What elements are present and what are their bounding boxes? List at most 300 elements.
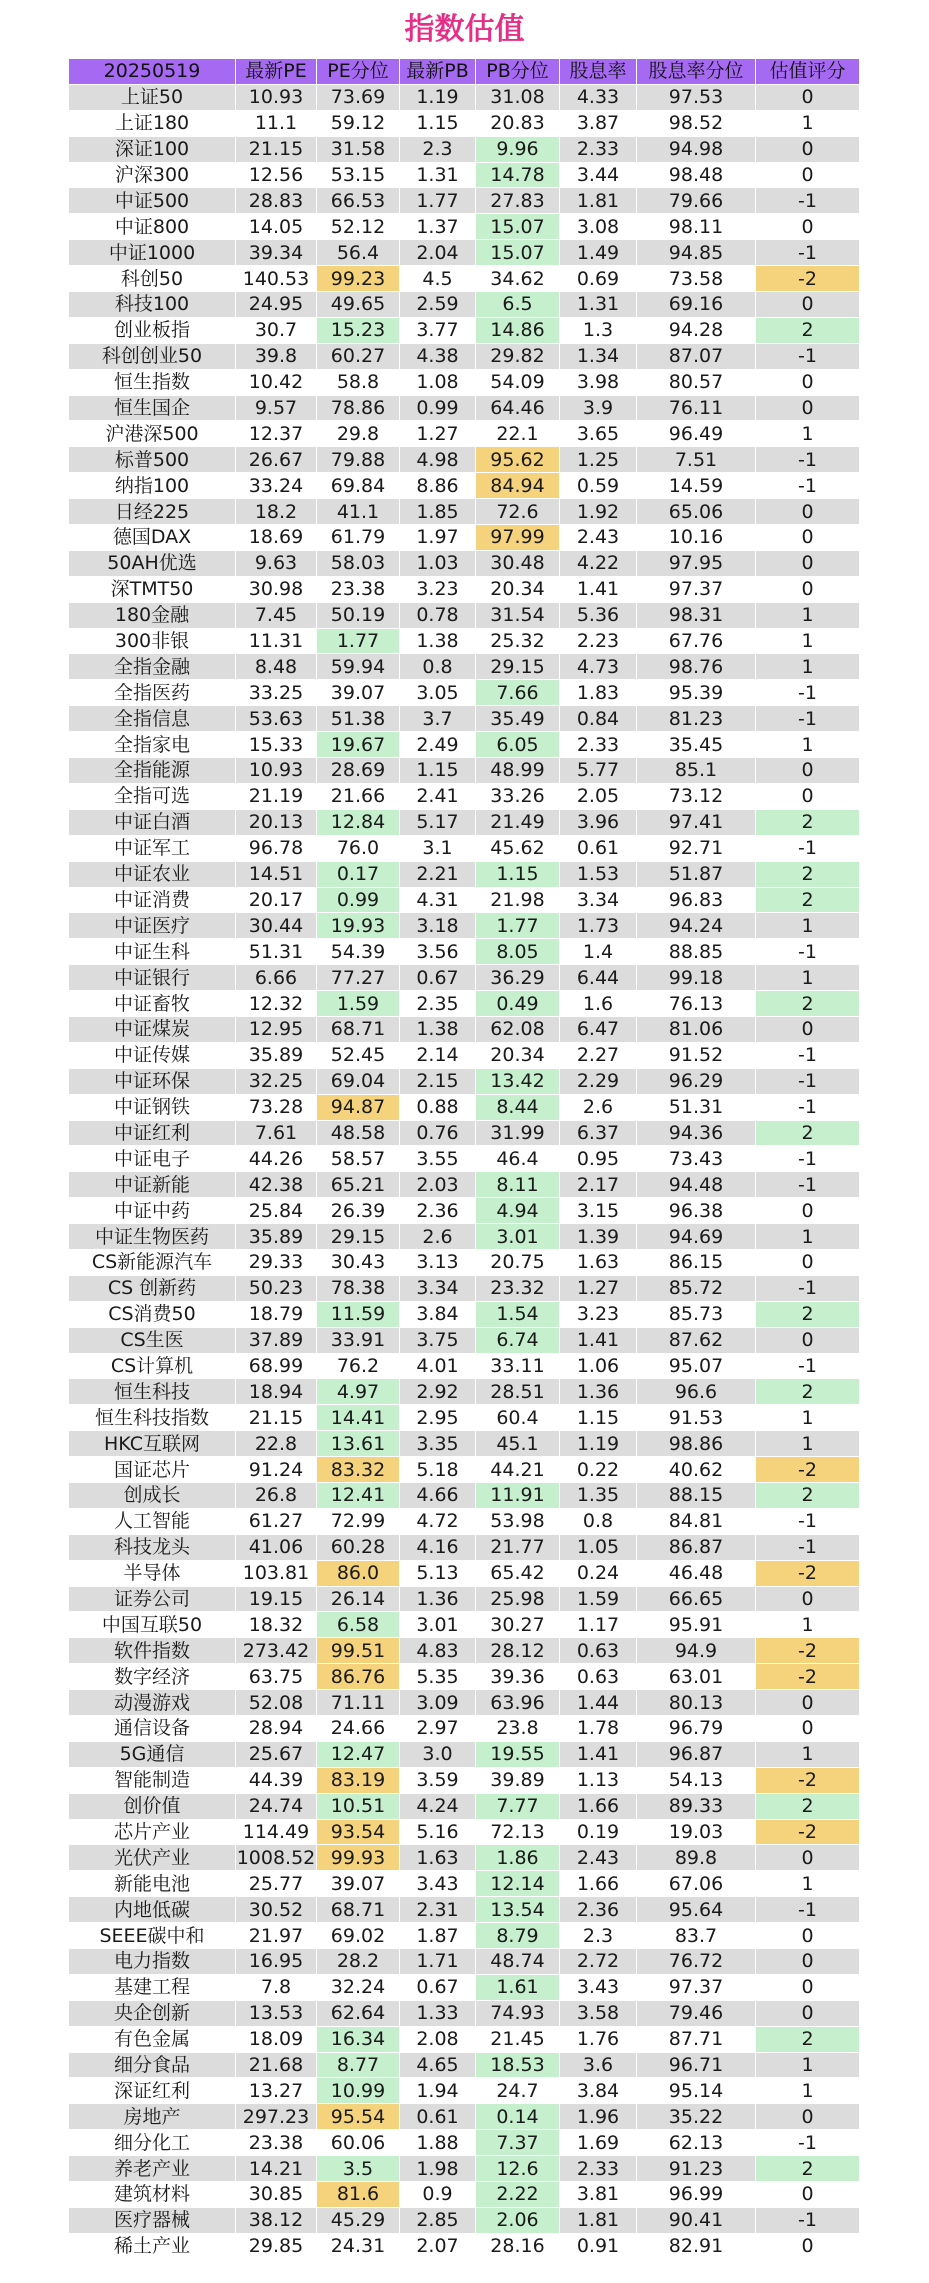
cell-name: 中证环保 (69, 1068, 236, 1094)
cell-dy-pct: 94.69 (637, 1224, 756, 1250)
cell-dy: 5.77 (560, 758, 637, 784)
cell-pb-pct: 6.74 (476, 1327, 560, 1353)
cell-pb-pct: 35.49 (476, 706, 560, 732)
cell-pe: 15.33 (236, 732, 317, 758)
cell-dy-pct: 7.51 (637, 447, 756, 473)
cell-pb-pct: 27.83 (476, 188, 560, 214)
cell-dy-pct: 80.13 (637, 1690, 756, 1716)
cell-dy: 2.43 (560, 525, 637, 551)
cell-score: -2 (756, 1638, 860, 1664)
cell-pe: 30.7 (236, 317, 317, 343)
cell-pb-pct: 74.93 (476, 2000, 560, 2026)
cell-pe-pct: 48.58 (317, 1120, 400, 1146)
cell-dy-pct: 65.06 (637, 499, 756, 525)
cell-dy-pct: 73.12 (637, 783, 756, 809)
cell-pe: 24.95 (236, 292, 317, 318)
cell-pe-pct: 24.66 (317, 1716, 400, 1742)
cell-pe-pct: 59.12 (317, 110, 400, 136)
cell-dy: 3.15 (560, 1198, 637, 1224)
cell-pe: 140.53 (236, 266, 317, 292)
cell-name: 内地低碳 (69, 1897, 236, 1923)
cell-pe: 33.25 (236, 680, 317, 706)
cell-name: 光伏产业 (69, 1845, 236, 1871)
table-row (69, 2052, 860, 2078)
header-row (69, 59, 860, 85)
cell-pb: 1.33 (400, 2000, 476, 2026)
table-row (69, 1716, 860, 1742)
cell-pb-pct: 2.22 (476, 2182, 560, 2208)
cell-score: -1 (756, 1353, 860, 1379)
table-row (69, 887, 860, 913)
cell-name: 中证钢铁 (69, 1094, 236, 1120)
cell-pb-pct: 28.16 (476, 2233, 560, 2259)
header-pe: 最新PE (236, 59, 317, 85)
cell-dy-pct: 92.71 (637, 835, 756, 861)
cell-dy: 1.59 (560, 1586, 637, 1612)
cell-name: 证券公司 (69, 1586, 236, 1612)
cell-name: 全指医药 (69, 680, 236, 706)
cell-name: 电力指数 (69, 1949, 236, 1975)
cell-pe: 28.83 (236, 188, 317, 214)
cell-name: 恒生国企 (69, 395, 236, 421)
cell-pb-pct: 8.05 (476, 939, 560, 965)
table-row (69, 2130, 860, 2156)
cell-pb-pct: 6.05 (476, 732, 560, 758)
cell-dy: 1.92 (560, 499, 637, 525)
cell-pb-pct: 97.99 (476, 525, 560, 551)
cell-score: -1 (756, 1172, 860, 1198)
cell-score: 0 (756, 1716, 860, 1742)
cell-dy-pct: 89.33 (637, 1793, 756, 1819)
cell-dy-pct: 96.99 (637, 2182, 756, 2208)
cell-pb-pct: 30.27 (476, 1612, 560, 1638)
cell-dy-pct: 87.62 (637, 1327, 756, 1353)
table-row (69, 2026, 860, 2052)
cell-dy-pct: 90.41 (637, 2207, 756, 2233)
table-row (69, 1949, 860, 1975)
cell-score: 1 (756, 628, 860, 654)
cell-score: 2 (756, 1793, 860, 1819)
cell-pe: 30.98 (236, 576, 317, 602)
cell-score: 0 (756, 1198, 860, 1224)
cell-pe-pct: 73.69 (317, 84, 400, 110)
cell-dy: 1.81 (560, 2207, 637, 2233)
cell-score: 1 (756, 1612, 860, 1638)
cell-pe-pct: 54.39 (317, 939, 400, 965)
cell-pb: 1.31 (400, 162, 476, 188)
cell-pe-pct: 11.59 (317, 1301, 400, 1327)
cell-score: 0 (756, 1249, 860, 1275)
table-row (69, 1871, 860, 1897)
cell-dy-pct: 35.45 (637, 732, 756, 758)
cell-pe-pct: 69.02 (317, 1923, 400, 1949)
cell-dy: 1.31 (560, 292, 637, 318)
cell-dy-pct: 96.49 (637, 421, 756, 447)
cell-score: -2 (756, 1457, 860, 1483)
cell-pe: 7.45 (236, 602, 317, 628)
cell-pb: 3.77 (400, 317, 476, 343)
table-row (69, 809, 860, 835)
cell-pe: 20.13 (236, 809, 317, 835)
cell-name: 上证180 (69, 110, 236, 136)
cell-pe-pct: 56.4 (317, 240, 400, 266)
cell-name: 动漫游戏 (69, 1690, 236, 1716)
cell-name: 德国DAX (69, 525, 236, 551)
cell-score: 0 (756, 136, 860, 162)
cell-pb: 0.78 (400, 602, 476, 628)
cell-dy: 3.58 (560, 2000, 637, 2026)
cell-score: -1 (756, 1897, 860, 1923)
cell-dy: 2.33 (560, 2156, 637, 2182)
cell-score: 0 (756, 1923, 860, 1949)
cell-score: 0 (756, 1949, 860, 1975)
cell-pb-pct: 33.26 (476, 783, 560, 809)
header-dividend-yield: 股息率 (560, 59, 637, 85)
cell-pb: 1.08 (400, 369, 476, 395)
cell-pb-pct: 63.96 (476, 1690, 560, 1716)
cell-pe: 28.94 (236, 1716, 317, 1742)
cell-score: 0 (756, 525, 860, 551)
cell-name: 中证生物医药 (69, 1224, 236, 1250)
cell-pb-pct: 30.48 (476, 550, 560, 576)
cell-dy: 2.36 (560, 1897, 637, 1923)
cell-dy: 1.19 (560, 1431, 637, 1457)
table-row (69, 654, 860, 680)
cell-pe-pct: 12.47 (317, 1741, 400, 1767)
cell-pe: 63.75 (236, 1664, 317, 1690)
cell-pb: 3.55 (400, 1146, 476, 1172)
table-row (69, 1897, 860, 1923)
cell-dy: 3.84 (560, 2078, 637, 2104)
cell-pb-pct: 72.13 (476, 1819, 560, 1845)
cell-pe-pct: 81.6 (317, 2182, 400, 2208)
cell-name: 全指可选 (69, 783, 236, 809)
cell-score: -1 (756, 1508, 860, 1534)
cell-name: 180金融 (69, 602, 236, 628)
cell-dy: 3.43 (560, 1974, 637, 2000)
cell-pe: 25.84 (236, 1198, 317, 1224)
cell-pb-pct: 2.06 (476, 2207, 560, 2233)
cell-pe: 18.32 (236, 1612, 317, 1638)
cell-dy-pct: 94.98 (637, 136, 756, 162)
cell-dy: 2.17 (560, 1172, 637, 1198)
cell-pb-pct: 13.42 (476, 1068, 560, 1094)
cell-pe: 8.48 (236, 654, 317, 680)
cell-pb: 5.13 (400, 1560, 476, 1586)
table-row (69, 525, 860, 551)
cell-dy: 1.13 (560, 1767, 637, 1793)
cell-pb-pct: 0.14 (476, 2104, 560, 2130)
cell-dy-pct: 95.14 (637, 2078, 756, 2104)
cell-score: 0 (756, 2182, 860, 2208)
table-row (69, 1301, 860, 1327)
cell-pb-pct: 21.45 (476, 2026, 560, 2052)
cell-pe-pct: 72.99 (317, 1508, 400, 1534)
cell-pe-pct: 50.19 (317, 602, 400, 628)
cell-pe: 30.52 (236, 1897, 317, 1923)
cell-dy: 2.6 (560, 1094, 637, 1120)
cell-dy: 2.3 (560, 1923, 637, 1949)
cell-score: 2 (756, 2156, 860, 2182)
cell-pb: 1.94 (400, 2078, 476, 2104)
cell-pe: 30.85 (236, 2182, 317, 2208)
table-row (69, 965, 860, 991)
table-row (69, 1120, 860, 1146)
cell-pb: 2.21 (400, 861, 476, 887)
cell-name: 中证新能 (69, 1172, 236, 1198)
cell-pb-pct: 31.99 (476, 1120, 560, 1146)
cell-pb: 0.99 (400, 395, 476, 421)
cell-dy-pct: 94.85 (637, 240, 756, 266)
cell-pb-pct: 8.44 (476, 1094, 560, 1120)
table-row (69, 421, 860, 447)
cell-dy-pct: 76.11 (637, 395, 756, 421)
cell-pb-pct: 23.32 (476, 1275, 560, 1301)
cell-dy: 0.91 (560, 2233, 637, 2259)
cell-score: -1 (756, 1042, 860, 1068)
cell-pb: 3.59 (400, 1767, 476, 1793)
cell-pe-pct: 41.1 (317, 499, 400, 525)
cell-pe-pct: 1.77 (317, 628, 400, 654)
cell-pb: 1.63 (400, 1845, 476, 1871)
table-row (69, 1819, 860, 1845)
table-row (69, 1586, 860, 1612)
cell-pb-pct: 7.77 (476, 1793, 560, 1819)
cell-score: 0 (756, 84, 860, 110)
cell-dy-pct: 81.06 (637, 1016, 756, 1042)
cell-dy: 1.53 (560, 861, 637, 887)
cell-pb-pct: 11.91 (476, 1482, 560, 1508)
table-row (69, 680, 860, 706)
table-row (69, 602, 860, 628)
cell-name: 中证电子 (69, 1146, 236, 1172)
cell-name: SEEE碳中和 (69, 1923, 236, 1949)
cell-name: 纳指100 (69, 473, 236, 499)
cell-dy-pct: 62.13 (637, 2130, 756, 2156)
cell-dy-pct: 96.79 (637, 1716, 756, 1742)
cell-score: -1 (756, 447, 860, 473)
cell-name: 中证1000 (69, 240, 236, 266)
cell-score: 2 (756, 861, 860, 887)
cell-name: 中证红利 (69, 1120, 236, 1146)
cell-pb: 5.16 (400, 1819, 476, 1845)
cell-name: 科创创业50 (69, 343, 236, 369)
cell-dy-pct: 87.71 (637, 2026, 756, 2052)
cell-name: 中证煤炭 (69, 1016, 236, 1042)
cell-pe-pct: 19.93 (317, 913, 400, 939)
cell-pb: 0.88 (400, 1094, 476, 1120)
cell-name: 中证农业 (69, 861, 236, 887)
table-row (69, 1042, 860, 1068)
cell-name: 恒生科技 (69, 1379, 236, 1405)
cell-pe-pct: 31.58 (317, 136, 400, 162)
cell-pb: 2.59 (400, 292, 476, 318)
cell-pe-pct: 77.27 (317, 965, 400, 991)
cell-dy-pct: 86.87 (637, 1534, 756, 1560)
table-row (69, 2182, 860, 2208)
cell-pe: 6.66 (236, 965, 317, 991)
cell-name: 5G通信 (69, 1741, 236, 1767)
cell-pb-pct: 64.46 (476, 395, 560, 421)
cell-score: 1 (756, 602, 860, 628)
cell-pe: 39.8 (236, 343, 317, 369)
cell-pb-pct: 1.15 (476, 861, 560, 887)
table-row (69, 499, 860, 525)
cell-dy-pct: 96.71 (637, 2052, 756, 2078)
cell-dy-pct: 67.06 (637, 1871, 756, 1897)
cell-pb: 0.67 (400, 965, 476, 991)
table-row (69, 292, 860, 318)
cell-dy: 2.27 (560, 1042, 637, 1068)
cell-dy-pct: 94.48 (637, 1172, 756, 1198)
cell-pb-pct: 45.62 (476, 835, 560, 861)
cell-dy-pct: 98.52 (637, 110, 756, 136)
cell-pb-pct: 15.07 (476, 240, 560, 266)
cell-dy: 1.41 (560, 576, 637, 602)
cell-pe-pct: 99.23 (317, 266, 400, 292)
cell-score: 2 (756, 991, 860, 1017)
cell-score: 0 (756, 576, 860, 602)
cell-pb-pct: 18.53 (476, 2052, 560, 2078)
cell-dy-pct: 51.31 (637, 1094, 756, 1120)
table-row (69, 1198, 860, 1224)
cell-pb-pct: 21.49 (476, 809, 560, 835)
cell-pb: 1.38 (400, 1016, 476, 1042)
cell-name: 中证传媒 (69, 1042, 236, 1068)
table-row (69, 758, 860, 784)
cell-dy-pct: 97.53 (637, 84, 756, 110)
cell-dy-pct: 54.13 (637, 1767, 756, 1793)
cell-pb-pct: 9.96 (476, 136, 560, 162)
cell-pe-pct: 12.84 (317, 809, 400, 835)
cell-pb: 1.98 (400, 2156, 476, 2182)
cell-pb: 2.35 (400, 991, 476, 1017)
cell-pb: 4.66 (400, 1482, 476, 1508)
cell-name: 300非银 (69, 628, 236, 654)
cell-pe-pct: 29.8 (317, 421, 400, 447)
cell-pe: 21.19 (236, 783, 317, 809)
cell-name: 科技龙头 (69, 1534, 236, 1560)
cell-dy-pct: 19.03 (637, 1819, 756, 1845)
table-row (69, 2156, 860, 2182)
cell-pb-pct: 31.08 (476, 84, 560, 110)
cell-dy: 0.95 (560, 1146, 637, 1172)
cell-pb: 0.61 (400, 2104, 476, 2130)
cell-pb: 2.15 (400, 1068, 476, 1094)
cell-pe-pct: 71.11 (317, 1690, 400, 1716)
cell-pe: 21.68 (236, 2052, 317, 2078)
cell-dy-pct: 96.38 (637, 1198, 756, 1224)
table-body (69, 84, 860, 2259)
cell-pe: 16.95 (236, 1949, 317, 1975)
cell-pb-pct: 6.5 (476, 292, 560, 318)
cell-name: 房地产 (69, 2104, 236, 2130)
cell-pb-pct: 7.37 (476, 2130, 560, 2156)
table-row (69, 1664, 860, 1690)
cell-dy-pct: 91.53 (637, 1405, 756, 1431)
cell-pb: 3.56 (400, 939, 476, 965)
cell-name: HKC互联网 (69, 1431, 236, 1457)
table-row (69, 266, 860, 292)
cell-pe: 11.1 (236, 110, 317, 136)
cell-dy: 1.69 (560, 2130, 637, 2156)
cell-score: 1 (756, 110, 860, 136)
cell-pb-pct: 13.54 (476, 1897, 560, 1923)
cell-dy: 1.39 (560, 1224, 637, 1250)
cell-pe: 13.27 (236, 2078, 317, 2104)
cell-dy: 3.81 (560, 2182, 637, 2208)
cell-pb: 5.18 (400, 1457, 476, 1483)
cell-score: 2 (756, 1379, 860, 1405)
cell-pe: 44.26 (236, 1146, 317, 1172)
cell-pb: 2.97 (400, 1716, 476, 1742)
table-row (69, 861, 860, 887)
cell-pe: 38.12 (236, 2207, 317, 2233)
cell-pe-pct: 26.14 (317, 1586, 400, 1612)
cell-score: 2 (756, 1301, 860, 1327)
table-row (69, 447, 860, 473)
cell-name: 全指信息 (69, 706, 236, 732)
cell-dy-pct: 94.9 (637, 1638, 756, 1664)
cell-pb-pct: 28.51 (476, 1379, 560, 1405)
cell-dy-pct: 35.22 (637, 2104, 756, 2130)
cell-pb: 3.35 (400, 1431, 476, 1457)
cell-dy: 2.43 (560, 1845, 637, 1871)
cell-pe-pct: 78.86 (317, 395, 400, 421)
cell-score: 1 (756, 2052, 860, 2078)
cell-pe-pct: 62.64 (317, 2000, 400, 2026)
cell-dy-pct: 88.15 (637, 1482, 756, 1508)
cell-pb-pct: 12.14 (476, 1871, 560, 1897)
cell-pe-pct: 94.87 (317, 1094, 400, 1120)
cell-dy: 0.84 (560, 706, 637, 732)
cell-pe-pct: 59.94 (317, 654, 400, 680)
cell-pb-pct: 48.99 (476, 758, 560, 784)
cell-dy: 2.72 (560, 1949, 637, 1975)
cell-pe-pct: 33.91 (317, 1327, 400, 1353)
cell-score: 0 (756, 783, 860, 809)
table-row (69, 1094, 860, 1120)
cell-pb-pct: 72.6 (476, 499, 560, 525)
cell-pe-pct: 23.38 (317, 576, 400, 602)
cell-pb: 2.07 (400, 2233, 476, 2259)
cell-dy-pct: 97.41 (637, 809, 756, 835)
cell-pe-pct: 39.07 (317, 680, 400, 706)
cell-pe-pct: 51.38 (317, 706, 400, 732)
table-row (69, 1767, 860, 1793)
cell-pe: 37.89 (236, 1327, 317, 1353)
cell-score: 0 (756, 1845, 860, 1871)
cell-score: -1 (756, 1146, 860, 1172)
cell-pb: 1.85 (400, 499, 476, 525)
cell-dy-pct: 82.91 (637, 2233, 756, 2259)
cell-name: CS生医 (69, 1327, 236, 1353)
cell-score: -1 (756, 2207, 860, 2233)
cell-pe-pct: 95.54 (317, 2104, 400, 2130)
cell-dy-pct: 94.28 (637, 317, 756, 343)
table-row (69, 395, 860, 421)
cell-score: -2 (756, 1819, 860, 1845)
cell-pe-pct: 39.07 (317, 1871, 400, 1897)
cell-score: -1 (756, 835, 860, 861)
cell-dy: 2.23 (560, 628, 637, 654)
cell-dy-pct: 95.39 (637, 680, 756, 706)
cell-pb-pct: 1.61 (476, 1974, 560, 2000)
cell-pe-pct: 78.38 (317, 1275, 400, 1301)
cell-pb: 2.04 (400, 240, 476, 266)
cell-dy: 1.96 (560, 2104, 637, 2130)
cell-dy: 4.73 (560, 654, 637, 680)
